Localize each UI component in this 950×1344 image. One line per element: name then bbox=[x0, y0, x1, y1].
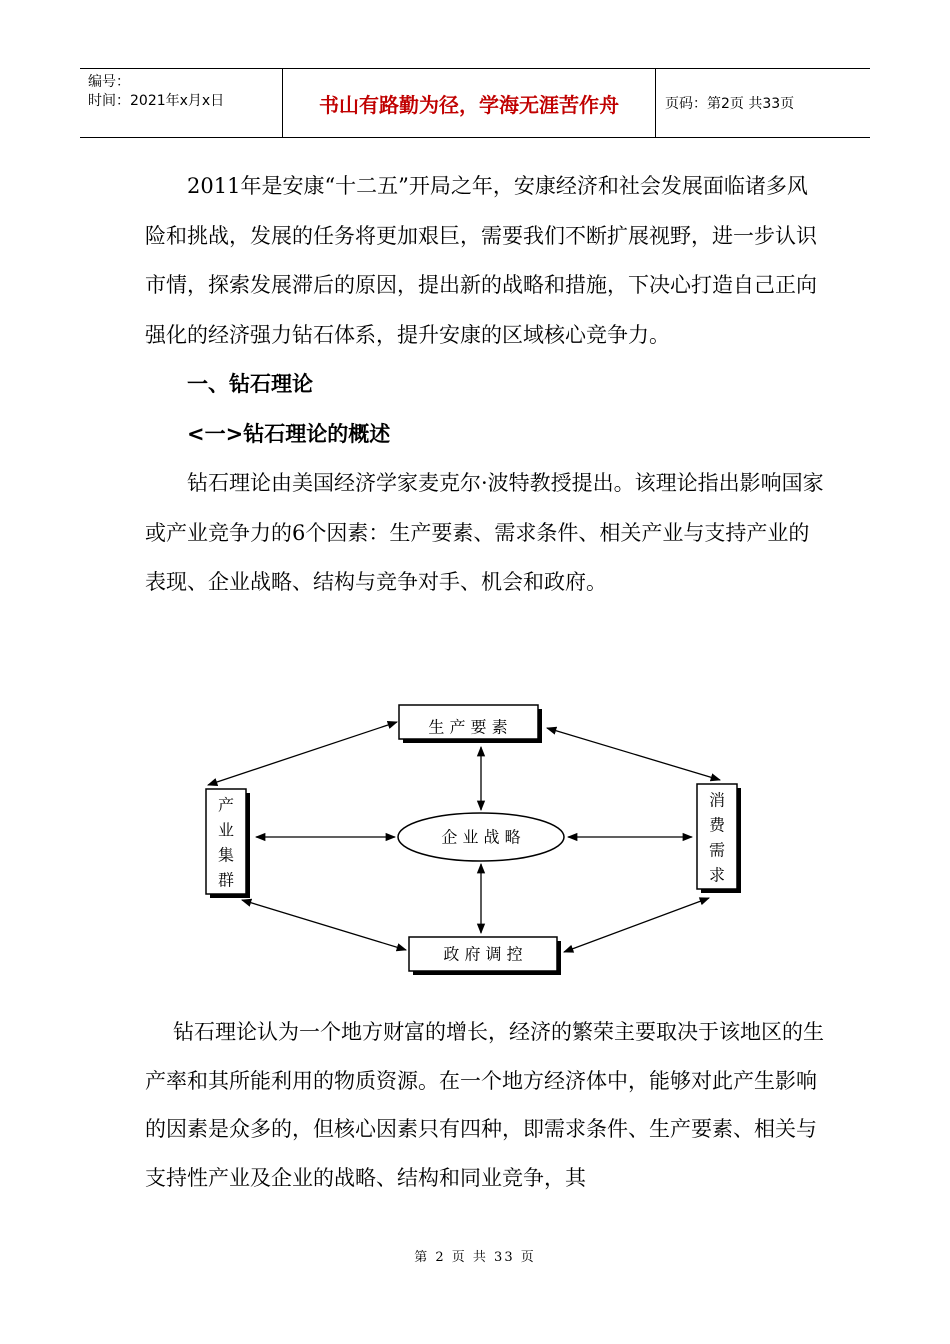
label-production-factors: 生 产 要 素 bbox=[428, 717, 508, 737]
document-body-continued bbox=[145, 1008, 825, 1202]
label-consumer-demand-3: 需 bbox=[708, 840, 726, 860]
label-consumer-demand-2: 费 bbox=[708, 815, 726, 835]
box-production-factors bbox=[399, 705, 542, 743]
paragraph-overview: 钻石理论由美国经济学家麦克尔·波特教授提出。该理论指出影响国家或产业竞争力的6个因素：生产要素、需求条件、相关产业与支持产业的表现、企业战略、结构与竞争对手、机会和政府。 bbox=[145, 471, 824, 594]
diamond-model-diagram bbox=[180, 690, 770, 990]
header-motto: 书山有路勤为径，学海无涯苦作舟 bbox=[282, 69, 656, 137]
label-corporate-strategy: 企 业 战 略 bbox=[441, 827, 521, 847]
label-government-regulation: 政 府 调 控 bbox=[443, 944, 523, 964]
number-label: 编号： bbox=[88, 74, 130, 90]
header-meta bbox=[80, 69, 282, 137]
page-header bbox=[80, 68, 870, 138]
arrow-top-left bbox=[208, 722, 397, 785]
document-body bbox=[145, 162, 825, 608]
label-consumer-demand-4: 求 bbox=[708, 865, 726, 885]
label-industry-cluster-4: 群 bbox=[217, 870, 235, 890]
label-industry-cluster-2: 业 bbox=[217, 820, 235, 840]
label-industry-cluster-1: 产 bbox=[217, 795, 235, 815]
box-government-regulation bbox=[409, 937, 561, 975]
paragraph-intro: 2011年是安康“十二五”开局之年，安康经济和社会发展面临诸多风险和挑战，发展的任务将更加艰巨，需要我们不断扩展视野，进一步认识市情，探索发展滞后的原因，提出新的战略和措施，下决心打造自己正向强化的经济强力钻石体系，提升安康的区域核心竞争力。 bbox=[145, 174, 817, 347]
label-consumer-demand-1: 消 bbox=[708, 790, 726, 810]
arrow-top-right bbox=[547, 728, 720, 780]
arrow-right-bottom bbox=[564, 898, 709, 952]
box-consumer-demand bbox=[697, 784, 741, 893]
page-footer: 第 2 页 共 33 页 bbox=[414, 1250, 536, 1265]
ellipse-corporate-strategy bbox=[398, 813, 564, 861]
label-industry-cluster-3: 集 bbox=[217, 845, 235, 865]
header-page-label: 页码：第2页 共33页 bbox=[665, 96, 795, 112]
paragraph-diamond-theory: 钻石理论认为一个地方财富的增长，经济的繁荣主要取决于该地区的生产率和其所能利用的物质资源。在一个地方经济体中，能够对此产生影响的因素是众多的，但核心因素只有四种，即需求条件、生产要素、相关与支持性产业及企业的战略、结构和同业竞争，其 bbox=[145, 1020, 824, 1190]
box-industry-cluster bbox=[206, 789, 250, 898]
date-label: 时间：2021年x月x日 bbox=[88, 93, 225, 109]
heading-subsection-1: <一>钻石理论的概述 bbox=[187, 421, 391, 446]
heading-section-1: 一、钻石理论 bbox=[187, 372, 313, 396]
arrow-left-bottom bbox=[242, 900, 406, 950]
